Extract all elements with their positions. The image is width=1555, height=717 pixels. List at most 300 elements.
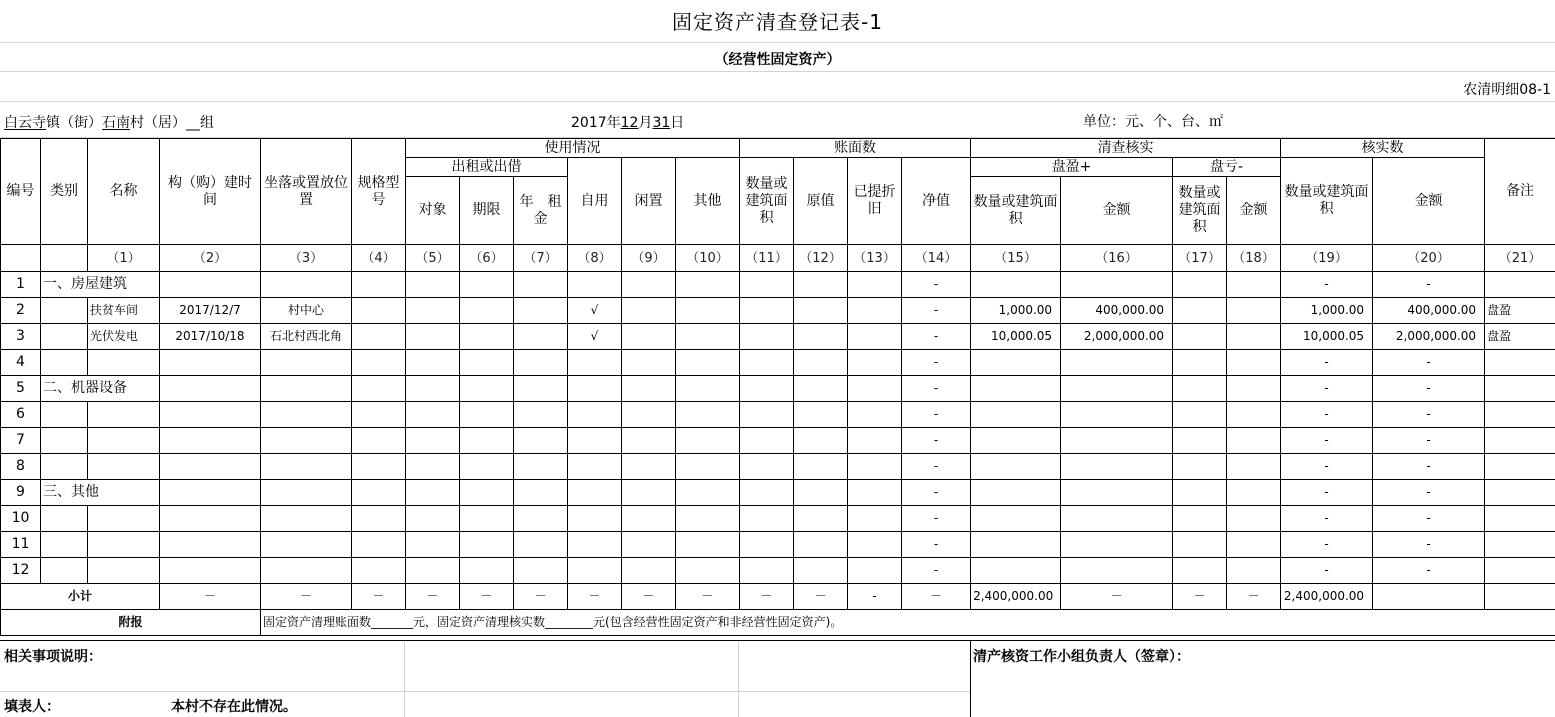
cell-book-orig [794, 506, 848, 532]
cell-book-qty [740, 454, 794, 480]
cell-term [460, 272, 514, 298]
col-usage: 使用情况 [406, 139, 740, 158]
cell-spec [352, 558, 406, 584]
row-number: 2 [1, 298, 41, 324]
col-book-qty: 数量或建筑面积 [740, 158, 794, 245]
table-row [1, 376, 1555, 402]
date-day: 31 [652, 115, 670, 131]
cell-actual-amt: - [1373, 376, 1485, 402]
row-number: 8 [1, 454, 41, 480]
cell-term [460, 532, 514, 558]
col-surplus-qty: 数量或建筑面积 [971, 177, 1061, 245]
col-name: 名称 [88, 139, 160, 245]
cell-book-orig [794, 324, 848, 350]
cell-book-qty [740, 272, 794, 298]
notes-section [0, 640, 1555, 716]
cell-other [676, 324, 740, 350]
cell-location [261, 454, 352, 480]
cell-loss-amt [1227, 558, 1281, 584]
table-row [1, 532, 1555, 558]
cell-surplus-amt [1061, 402, 1173, 428]
cell-actual-amt: 400,000.00 [1373, 298, 1485, 324]
notes-gridline [738, 641, 739, 717]
index-cell: （20） [1373, 245, 1485, 272]
cell-location [261, 272, 352, 298]
cell-build-time: 2017/12/7 [160, 298, 261, 324]
cell-book-orig [794, 376, 848, 402]
cell-remark [1485, 506, 1555, 532]
index-cell: （4） [352, 245, 406, 272]
cell-actual-qty: - [1281, 376, 1373, 402]
cell-book-qty [740, 480, 794, 506]
cell-loss-qty [1173, 480, 1227, 506]
cell-rent [514, 272, 568, 298]
cell-surplus-amt [1061, 272, 1173, 298]
cell-self-use [568, 428, 622, 454]
village-name: 石南 [102, 115, 130, 131]
col-loss-qty: 数量或建筑面积 [1173, 177, 1227, 245]
col-book-orig: 原值 [794, 158, 848, 245]
cell-build-time [160, 272, 261, 298]
section-label: 三、其他 [41, 480, 160, 506]
cell-other [676, 376, 740, 402]
table-row [1, 558, 1555, 584]
cell-term [460, 506, 514, 532]
cell-surplus-qty [971, 454, 1061, 480]
index-cell [41, 245, 88, 272]
cell-loss-amt [1227, 480, 1281, 506]
col-build-time: 构（购）建时间 [160, 139, 261, 245]
cell-surplus-amt [1061, 428, 1173, 454]
cell-loss-amt [1227, 324, 1281, 350]
cell-remark [1485, 454, 1555, 480]
cell-spec [352, 532, 406, 558]
appendix-text: 固定资产清理账面数_______元，固定资产清理核实数________元(包含经营性固定资产和非经营性固定资产)。 [261, 610, 1555, 636]
cell-self-use [568, 376, 622, 402]
col-book: 账面数 [740, 139, 971, 158]
cell-surplus-amt [1061, 350, 1173, 376]
cell-book-depr [848, 324, 902, 350]
cell-spec [352, 402, 406, 428]
cell-term [460, 376, 514, 402]
unit-label: 单位：元、个、台、㎡ [1083, 111, 1223, 131]
cell-category [41, 454, 88, 480]
cell-loss-qty [1173, 454, 1227, 480]
cell-build-time [160, 532, 261, 558]
subtotal-cell: － [406, 584, 460, 610]
cell-name [88, 558, 160, 584]
report-date [571, 112, 684, 132]
cell-other [676, 428, 740, 454]
cell-actual-qty: - [1281, 506, 1373, 532]
cell-actual-amt: 2,000,000.00 [1373, 324, 1485, 350]
cell-term [460, 480, 514, 506]
cell-idle [622, 558, 676, 584]
col-surplus: 盘盈+ [971, 158, 1173, 177]
table-row [1, 506, 1555, 532]
cell-self-use [568, 558, 622, 584]
cell-term [460, 454, 514, 480]
cell-self-use [568, 532, 622, 558]
cell-remark [1485, 272, 1555, 298]
cell-surplus-qty [971, 428, 1061, 454]
cell-actual-qty: 1,000.00 [1281, 298, 1373, 324]
cell-spec [352, 428, 406, 454]
cell-term [460, 298, 514, 324]
col-loss-amt: 金额 [1227, 177, 1281, 245]
appendix-label: 附报 [1, 610, 261, 636]
index-cell: （1） [88, 245, 160, 272]
table-row [1, 402, 1555, 428]
town-name: 白云寺 [4, 115, 46, 131]
cell-book-qty [740, 298, 794, 324]
cell-net: - [902, 506, 971, 532]
cell-loss-qty [1173, 298, 1227, 324]
cell-build-time [160, 454, 261, 480]
cell-book-qty [740, 532, 794, 558]
cell-book-orig [794, 428, 848, 454]
cell-other [676, 298, 740, 324]
cell-name: 扶贫车间 [88, 298, 160, 324]
table-row [1, 480, 1555, 506]
cell-spec [352, 376, 406, 402]
col-idle: 闲置 [622, 158, 676, 245]
cell-surplus-qty [971, 558, 1061, 584]
cell-actual-amt: - [1373, 506, 1485, 532]
cell-loss-amt [1227, 532, 1281, 558]
index-cell: （19） [1281, 245, 1373, 272]
cell-book-orig [794, 532, 848, 558]
cell-term [460, 350, 514, 376]
index-cell: （7） [514, 245, 568, 272]
index-cell: （12） [794, 245, 848, 272]
cell-other [676, 506, 740, 532]
cell-lessee [406, 480, 460, 506]
col-location: 坐落或置放位置 [261, 139, 352, 245]
table-row [1, 272, 1555, 298]
date-day-unit: 日 [670, 115, 684, 131]
col-term: 期限 [460, 177, 514, 245]
notes-gridline [0, 691, 970, 692]
cell-term [460, 428, 514, 454]
cell-loss-amt [1227, 506, 1281, 532]
cell-loss-amt [1227, 428, 1281, 454]
index-cell: （21） [1485, 245, 1555, 272]
cell-net: - [902, 350, 971, 376]
col-actual-amt: 金额 [1373, 158, 1485, 245]
cell-actual-qty: - [1281, 272, 1373, 298]
cell-location: 村中心 [261, 298, 352, 324]
cell-book-depr [848, 454, 902, 480]
cell-actual-qty: - [1281, 402, 1373, 428]
cell-loss-qty [1173, 324, 1227, 350]
index-cell [1, 245, 41, 272]
row-number: 5 [1, 376, 41, 402]
cell-rent [514, 428, 568, 454]
cell-net: - [902, 324, 971, 350]
cell-book-orig [794, 298, 848, 324]
subtotal-surplus-amount: 2,400,000.00 [971, 584, 1061, 610]
cell-book-depr [848, 376, 902, 402]
cell-net: - [902, 532, 971, 558]
notes-gridline [404, 641, 405, 717]
subtotal-cell: － [160, 584, 261, 610]
group-name: __组 [186, 115, 214, 131]
cell-name [88, 350, 160, 376]
cell-book-depr [848, 506, 902, 532]
row-number: 3 [1, 324, 41, 350]
subtotal-cell: - [848, 584, 902, 610]
cell-rent [514, 558, 568, 584]
cell-surplus-qty [971, 272, 1061, 298]
cell-loss-qty [1173, 376, 1227, 402]
notes-text: 本村不存在此情况。 [171, 696, 297, 716]
cell-surplus-qty [971, 402, 1061, 428]
cell-other [676, 350, 740, 376]
subtotal-cell: － [352, 584, 406, 610]
cell-remark [1485, 350, 1555, 376]
cell-net: - [902, 272, 971, 298]
row-number: 9 [1, 480, 41, 506]
cell-surplus-qty: 10,000.05 [971, 324, 1061, 350]
row-number: 11 [1, 532, 41, 558]
cell-net: - [902, 298, 971, 324]
cell-net: - [902, 558, 971, 584]
subtotal-cell: － [676, 584, 740, 610]
location-line [4, 112, 214, 132]
cell-surplus-amt [1061, 532, 1173, 558]
cell-actual-qty: - [1281, 480, 1373, 506]
cell-book-depr [848, 272, 902, 298]
cell-build-time [160, 402, 261, 428]
cell-lessee [406, 402, 460, 428]
row-number: 7 [1, 428, 41, 454]
col-lessee: 对象 [406, 177, 460, 245]
subtotal-cell [1373, 584, 1485, 610]
village-suffix: 村（居） [130, 115, 186, 131]
cell-book-depr [848, 428, 902, 454]
cell-self-use: √ [568, 298, 622, 324]
cell-loss-qty [1173, 428, 1227, 454]
col-verify: 清查核实 [971, 139, 1281, 158]
col-surplus-amt: 金额 [1061, 177, 1173, 245]
section-label: 一、房屋建筑 [41, 272, 160, 298]
cell-loss-qty [1173, 532, 1227, 558]
cell-rent [514, 350, 568, 376]
cell-rent [514, 454, 568, 480]
col-book-depr: 已提折旧 [848, 158, 902, 245]
cell-name [88, 454, 160, 480]
cell-book-orig [794, 480, 848, 506]
col-loss: 盘亏- [1173, 158, 1281, 177]
cell-term [460, 402, 514, 428]
cell-self-use [568, 402, 622, 428]
cell-location [261, 376, 352, 402]
table-row [1, 324, 1555, 350]
cell-rent [514, 480, 568, 506]
cell-remark [1485, 402, 1555, 428]
cell-actual-qty: 10,000.05 [1281, 324, 1373, 350]
cell-self-use [568, 454, 622, 480]
cell-location [261, 480, 352, 506]
cell-location [261, 350, 352, 376]
cell-rent [514, 324, 568, 350]
town-suffix: 镇（街） [46, 115, 102, 131]
cell-net: - [902, 402, 971, 428]
cell-idle [622, 480, 676, 506]
cell-term [460, 324, 514, 350]
cell-location [261, 402, 352, 428]
form-code-row [0, 72, 1555, 102]
cell-lessee [406, 272, 460, 298]
notes-label: 相关事项说明： [4, 646, 102, 666]
cell-book-depr [848, 558, 902, 584]
cell-spec [352, 272, 406, 298]
cell-actual-amt: - [1373, 532, 1485, 558]
cell-category [41, 324, 88, 350]
page-title: 固定资产清查登记表-1 [0, 6, 1555, 35]
index-cell: （16） [1061, 245, 1173, 272]
cell-actual-qty: - [1281, 532, 1373, 558]
appendix-row [1, 610, 1555, 636]
date-year: 2017 [571, 115, 607, 131]
cell-lessee [406, 428, 460, 454]
table-row [1, 428, 1555, 454]
cell-idle [622, 376, 676, 402]
cell-actual-amt: - [1373, 350, 1485, 376]
cell-actual-amt: - [1373, 428, 1485, 454]
cell-idle [622, 532, 676, 558]
cell-idle [622, 428, 676, 454]
cell-book-depr [848, 350, 902, 376]
cell-loss-qty [1173, 272, 1227, 298]
date-month: 12 [621, 115, 639, 131]
row-number: 1 [1, 272, 41, 298]
subtotal-cell: － [460, 584, 514, 610]
cell-other [676, 402, 740, 428]
column-index-row [1, 245, 1555, 272]
cell-loss-amt [1227, 454, 1281, 480]
index-cell: （6） [460, 245, 514, 272]
cell-loss-amt [1227, 272, 1281, 298]
cell-actual-amt: - [1373, 402, 1485, 428]
cell-remark [1485, 480, 1555, 506]
cell-surplus-amt: 2,000,000.00 [1061, 324, 1173, 350]
notes-divider [970, 641, 971, 717]
index-cell: （10） [676, 245, 740, 272]
cell-location [261, 506, 352, 532]
table-row [1, 350, 1555, 376]
cell-loss-amt [1227, 376, 1281, 402]
cell-lessee [406, 532, 460, 558]
cell-build-time [160, 428, 261, 454]
cell-idle [622, 350, 676, 376]
cell-book-qty [740, 506, 794, 532]
cell-net: - [902, 428, 971, 454]
col-other: 其他 [676, 158, 740, 245]
col-actual: 核实数 [1281, 139, 1485, 158]
index-cell: （18） [1227, 245, 1281, 272]
row-number: 6 [1, 402, 41, 428]
cell-actual-qty: - [1281, 558, 1373, 584]
cell-surplus-amt [1061, 454, 1173, 480]
page-subtitle: （经营性固定资产） [0, 49, 1555, 69]
cell-surplus-qty [971, 376, 1061, 402]
cell-name [88, 506, 160, 532]
cell-surplus-qty: 1,000.00 [971, 298, 1061, 324]
cell-other [676, 532, 740, 558]
cell-self-use [568, 506, 622, 532]
cell-idle [622, 454, 676, 480]
cell-loss-qty [1173, 506, 1227, 532]
cell-book-qty [740, 324, 794, 350]
cell-surplus-qty [971, 532, 1061, 558]
cell-book-orig [794, 454, 848, 480]
cell-idle [622, 324, 676, 350]
cell-loss-amt [1227, 350, 1281, 376]
col-rent: 年 租金 [514, 177, 568, 245]
subtotal-cell: － [740, 584, 794, 610]
cell-category [41, 558, 88, 584]
cell-surplus-amt [1061, 558, 1173, 584]
cell-book-qty [740, 376, 794, 402]
cell-book-depr [848, 402, 902, 428]
cell-actual-amt: - [1373, 558, 1485, 584]
col-book-net: 净值 [902, 158, 971, 245]
cell-name [88, 428, 160, 454]
subtotal-cell: － [1061, 584, 1173, 610]
cell-book-qty [740, 428, 794, 454]
index-cell: （11） [740, 245, 794, 272]
cell-build-time: 2017/10/18 [160, 324, 261, 350]
index-cell: （9） [622, 245, 676, 272]
cell-loss-amt [1227, 298, 1281, 324]
cell-other [676, 272, 740, 298]
cell-book-qty [740, 558, 794, 584]
cell-category [41, 532, 88, 558]
index-cell: （2） [160, 245, 261, 272]
cell-idle [622, 506, 676, 532]
cell-idle [622, 272, 676, 298]
cell-actual-amt: - [1373, 272, 1485, 298]
cell-build-time [160, 350, 261, 376]
cell-book-orig [794, 402, 848, 428]
cell-location [261, 558, 352, 584]
cell-build-time [160, 480, 261, 506]
cell-spec [352, 298, 406, 324]
row-number: 4 [1, 350, 41, 376]
cell-actual-qty: - [1281, 350, 1373, 376]
cell-rent [514, 376, 568, 402]
index-cell: （3） [261, 245, 352, 272]
cell-build-time [160, 558, 261, 584]
cell-net: - [902, 454, 971, 480]
cell-lessee [406, 324, 460, 350]
cell-surplus-qty [971, 350, 1061, 376]
cell-category [41, 298, 88, 324]
cell-loss-qty [1173, 558, 1227, 584]
table-row [1, 454, 1555, 480]
cell-category [41, 402, 88, 428]
cell-lessee [406, 454, 460, 480]
cell-book-orig [794, 558, 848, 584]
cell-loss-amt [1227, 402, 1281, 428]
subtotal-label: 小计 [1, 584, 160, 610]
cell-name [88, 402, 160, 428]
cell-other [676, 480, 740, 506]
subtotal-cell: － [902, 584, 971, 610]
signer-label: 清产核资工作小组负责人（签章）： [973, 646, 1190, 666]
